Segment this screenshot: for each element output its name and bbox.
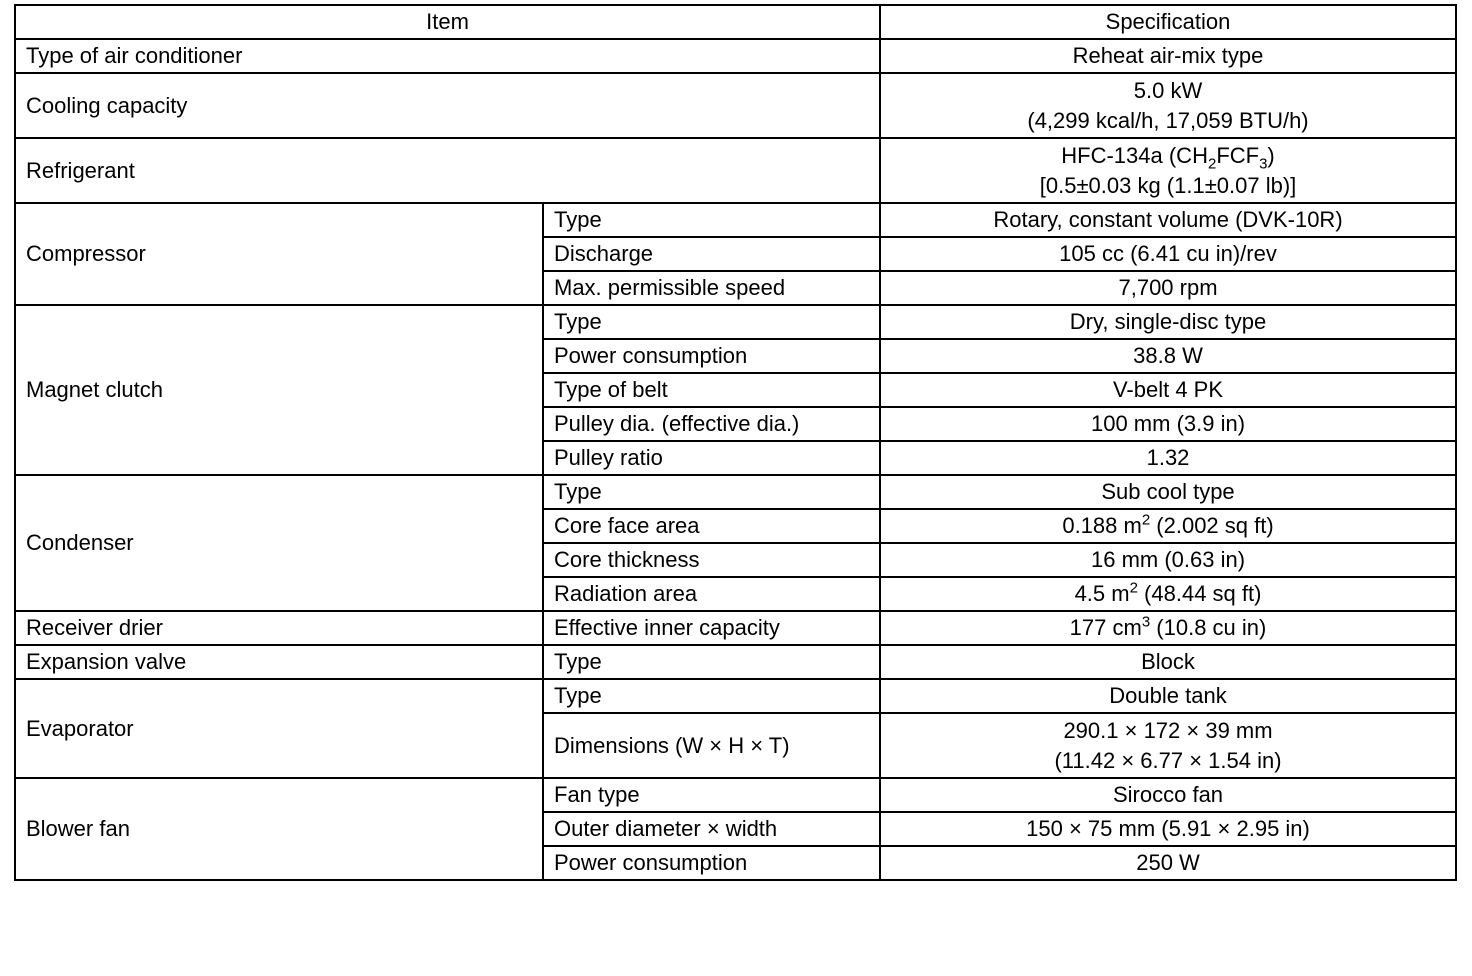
- subitem-cell: Dimensions (W × H × T): [543, 713, 880, 778]
- subitem-cell: Type: [543, 645, 880, 679]
- item-cell: Magnet clutch: [15, 305, 543, 475]
- subitem-cell: Fan type: [543, 778, 880, 812]
- item-cell: Receiver drier: [15, 611, 543, 645]
- spec-line: (11.42 × 6.77 × 1.54 in): [1054, 747, 1282, 773]
- spec-line: [891, 141, 1445, 171]
- spec-text: (10.8 cu in): [1150, 615, 1267, 640]
- spec-cell: [880, 509, 1456, 543]
- spec-cell: 100 mm (3.9 in): [880, 407, 1456, 441]
- spec-cell: Rotary, constant volume (DVK-10R): [880, 203, 1456, 237]
- spec-cell: 1.32: [880, 441, 1456, 475]
- subitem-cell: Type: [543, 305, 880, 339]
- subitem-cell: Core face area: [543, 509, 880, 543]
- spec-cell: Double tank: [880, 679, 1456, 713]
- spec-cell: 150 × 75 mm (5.91 × 2.95 in): [880, 812, 1456, 846]
- spec-text: HFC-134a (CH: [1061, 142, 1208, 168]
- subitem-cell: Effective inner capacity: [543, 611, 880, 645]
- subitem-cell: Discharge: [543, 237, 880, 271]
- spec-text: (48.44 sq ft): [1137, 581, 1262, 606]
- subitem-cell: Power consumption: [543, 339, 880, 373]
- spec-cell: Sirocco fan: [880, 778, 1456, 812]
- spec-cell: [880, 73, 1456, 138]
- spec-cell: [880, 713, 1456, 778]
- spec-cell: Sub cool type: [880, 475, 1456, 509]
- table-row: [15, 475, 1456, 509]
- table-row: [15, 73, 1456, 138]
- spec-cell: Dry, single-disc type: [880, 305, 1456, 339]
- spec-cell: 250 W: [880, 846, 1456, 880]
- spec-cell: Reheat air-mix type: [880, 39, 1456, 73]
- table-row: [15, 778, 1456, 812]
- item-cell: Expansion valve: [15, 645, 543, 679]
- spec-line: 290.1 × 172 × 39 mm: [1063, 717, 1273, 743]
- spec-cell: 7,700 rpm: [880, 271, 1456, 305]
- table-row: [15, 645, 1456, 679]
- spec-cell: 105 cc (6.41 cu in)/rev: [880, 237, 1456, 271]
- subscript: 2: [1207, 154, 1217, 172]
- subitem-cell: Radiation area: [543, 577, 880, 611]
- spec-text: 4.5 m: [1074, 581, 1130, 606]
- table-row: [15, 39, 1456, 73]
- item-cell: Type of air conditioner: [15, 39, 880, 73]
- subitem-cell: Core thickness: [543, 543, 880, 577]
- superscript: 2: [1141, 511, 1151, 529]
- spec-text: FCF: [1216, 142, 1260, 168]
- table-row: [15, 305, 1456, 339]
- subitem-cell: Pulley ratio: [543, 441, 880, 475]
- spec-cell: [880, 611, 1456, 645]
- item-cell: Evaporator: [15, 679, 543, 778]
- subitem-cell: Power consumption: [543, 846, 880, 880]
- spec-cell: 16 mm (0.63 in): [880, 543, 1456, 577]
- subitem-cell: Type: [543, 475, 880, 509]
- item-cell: Blower fan: [15, 778, 543, 880]
- superscript: 3: [1141, 613, 1151, 631]
- table-row: [15, 138, 1456, 203]
- spec-cell: [880, 138, 1456, 203]
- header-row: [15, 5, 1456, 39]
- spec-line: (4,299 kcal/h, 17,059 BTU/h): [1027, 107, 1309, 133]
- spec-text: 177 cm: [1069, 615, 1142, 640]
- table-row: [15, 611, 1456, 645]
- item-cell: Compressor: [15, 203, 543, 305]
- spec-line: [0.5±0.03 kg (1.1±0.07 lb)]: [1039, 172, 1297, 198]
- subitem-cell: Max. permissible speed: [543, 271, 880, 305]
- header-item: Item: [15, 5, 880, 39]
- subitem-cell: Type: [543, 679, 880, 713]
- subitem-cell: Outer diameter × width: [543, 812, 880, 846]
- spec-line: 5.0 kW: [1133, 77, 1203, 103]
- spec-cell: V-belt 4 PK: [880, 373, 1456, 407]
- spec-text: (2.002 sq ft): [1150, 513, 1274, 538]
- spec-cell: [880, 577, 1456, 611]
- specification-table: [14, 4, 1457, 881]
- spec-text: ): [1267, 142, 1275, 168]
- subscript: 3: [1259, 154, 1268, 172]
- table-row: [15, 679, 1456, 713]
- spec-cell: 38.8 W: [880, 339, 1456, 373]
- spec-text: 0.188 m: [1062, 513, 1142, 538]
- item-cell: Refrigerant: [15, 138, 880, 203]
- subitem-cell: Type of belt: [543, 373, 880, 407]
- header-specification: Specification: [880, 5, 1456, 39]
- table-row: [15, 203, 1456, 237]
- superscript: 2: [1129, 579, 1138, 597]
- item-cell: Cooling capacity: [15, 73, 880, 138]
- subitem-cell: Pulley dia. (effective dia.): [543, 407, 880, 441]
- spec-cell: Block: [880, 645, 1456, 679]
- item-cell: Condenser: [15, 475, 543, 611]
- subitem-cell: Type: [543, 203, 880, 237]
